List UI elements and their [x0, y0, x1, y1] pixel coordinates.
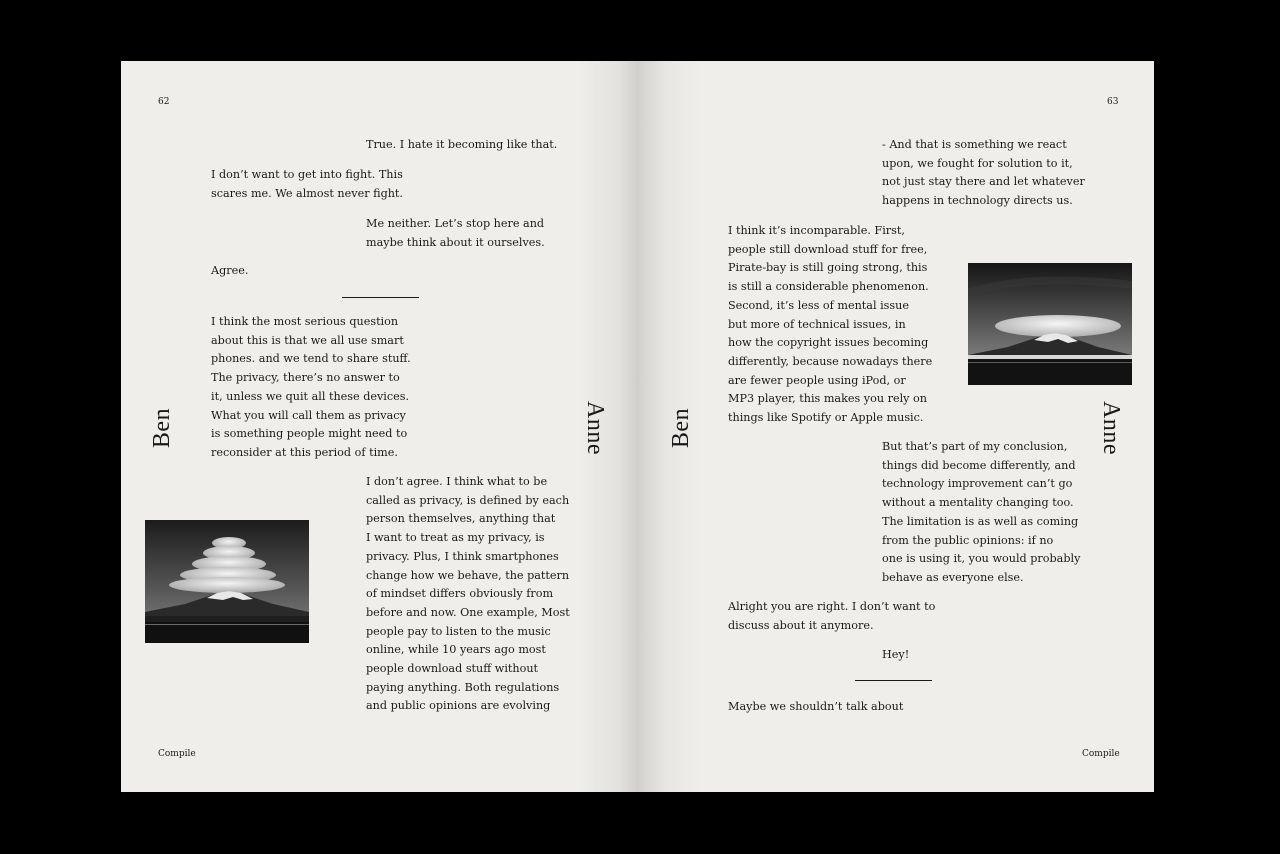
text-line: reconsider at this period of time.: [211, 445, 398, 459]
text-line: I think it’s incomparable. First,: [728, 224, 905, 237]
text-line: happens in technology directs us.: [882, 194, 1073, 208]
text-line: Pirate-bay is still going strong, this: [728, 261, 928, 275]
right-para-5: [882, 646, 909, 665]
text-line: True. I hate it becoming like that.: [366, 138, 558, 151]
text-line: The privacy, there’s no answer to: [211, 371, 400, 385]
text-line: and public opinions are evolving: [366, 699, 551, 713]
text-line: Maybe we shouldn’t talk about: [728, 700, 904, 713]
left-para-5: [211, 313, 411, 463]
text-line: is still a considerable phenomenon.: [728, 280, 929, 294]
text-line: behave as everyone else.: [882, 570, 1024, 584]
text-line: But that’s part of my conclusion,: [882, 440, 1068, 453]
text-line: What you will call them as privacy: [211, 408, 406, 422]
text-line: Agree.: [211, 264, 249, 277]
text-line: online, while 10 years ago most: [366, 643, 546, 657]
text-line: it, unless we quit all these devices.: [211, 389, 410, 403]
right-para-4: [728, 598, 935, 635]
text-line: one is using it, you would probably: [882, 552, 1081, 566]
text-line: technology improvement can’t go: [882, 477, 1073, 491]
right-para-6: [728, 698, 903, 717]
text-line: people download stuff without: [366, 662, 539, 676]
text-line: I want to treat as my privacy, is: [366, 531, 545, 545]
text-line: discuss about it anymore.: [728, 618, 874, 632]
left-para-1: [366, 136, 557, 155]
text-line: I don’t agree. I think what to be: [366, 475, 548, 488]
page-number-left: 62: [158, 97, 170, 107]
speaker-anne-left: Anne: [582, 401, 608, 455]
left-para-4: [211, 262, 248, 281]
photo-stacked-clouds: [145, 520, 309, 643]
divider-left: [342, 297, 419, 298]
left-para-3: [366, 215, 545, 252]
right-para-3: [882, 438, 1080, 588]
text-line: I think the most serious question: [211, 315, 399, 328]
text-line: about this is that we all use smart: [211, 333, 404, 347]
footer-right: Compile: [1082, 749, 1120, 759]
left-para-2: [211, 166, 403, 203]
left-para-6: [366, 473, 570, 716]
text-line: scares me. We almost never fight.: [211, 186, 403, 200]
photo-lenticular-cloud: [968, 263, 1132, 385]
text-line: called as privacy, is defined by each: [366, 493, 570, 507]
text-line: of mindset differs obviously from: [366, 587, 554, 601]
text-line: Alright you are right. I don’t want to: [728, 600, 936, 613]
text-line: people still download stuff for free,: [728, 242, 928, 256]
text-line: MP3 player, this makes you rely on: [728, 392, 927, 406]
text-line: things did become differently, and: [882, 458, 1076, 472]
speaker-ben-left: Ben: [149, 407, 175, 449]
text-line: person themselves, anything that: [366, 512, 556, 526]
text-line: privacy. Plus, I think smartphones: [366, 549, 559, 563]
text-line: The limitation is as well as coming: [882, 514, 1079, 528]
speaker-ben-right: Ben: [668, 407, 694, 449]
speaker-anne-right: Anne: [1098, 401, 1124, 455]
text-line: things like Spotify or Apple music.: [728, 411, 924, 425]
right-para-1: [882, 136, 1085, 211]
text-line: is something people might need to: [211, 427, 408, 441]
text-line: Hey!: [882, 648, 910, 661]
text-line: from the public opinions: if no: [882, 533, 1054, 547]
text-line: without a mentality changing too.: [882, 496, 1074, 510]
divider-right: [855, 680, 932, 681]
text-line: I don’t want to get into fight. This: [211, 168, 403, 181]
footer-left: Compile: [158, 749, 196, 759]
text-line: but more of technical issues, in: [728, 317, 906, 331]
text-line: upon, we fought for solution to it,: [882, 156, 1073, 170]
page-number-right: 63: [1107, 97, 1119, 107]
text-line: differently, because nowadays there: [728, 354, 933, 368]
text-line: paying anything. Both regulations: [366, 680, 560, 694]
right-para-2: [728, 222, 932, 428]
text-line: maybe think about it ourselves.: [366, 235, 545, 249]
text-line: - And that is something we react: [882, 138, 1067, 151]
text-line: phones. and we tend to share stuff.: [211, 352, 411, 366]
text-line: people pay to listen to the music: [366, 624, 551, 638]
text-line: Me neither. Let’s stop here and: [366, 217, 545, 230]
text-line: are fewer people using iPod, or: [728, 373, 906, 387]
text-line: Second, it’s less of mental issue: [728, 298, 909, 312]
text-line: not just stay there and let whatever: [882, 175, 1085, 189]
text-line: how the copyright issues becoming: [728, 336, 929, 350]
text-line: change how we behave, the pattern: [366, 568, 570, 582]
text-line: before and now. One example, Most: [366, 605, 570, 619]
